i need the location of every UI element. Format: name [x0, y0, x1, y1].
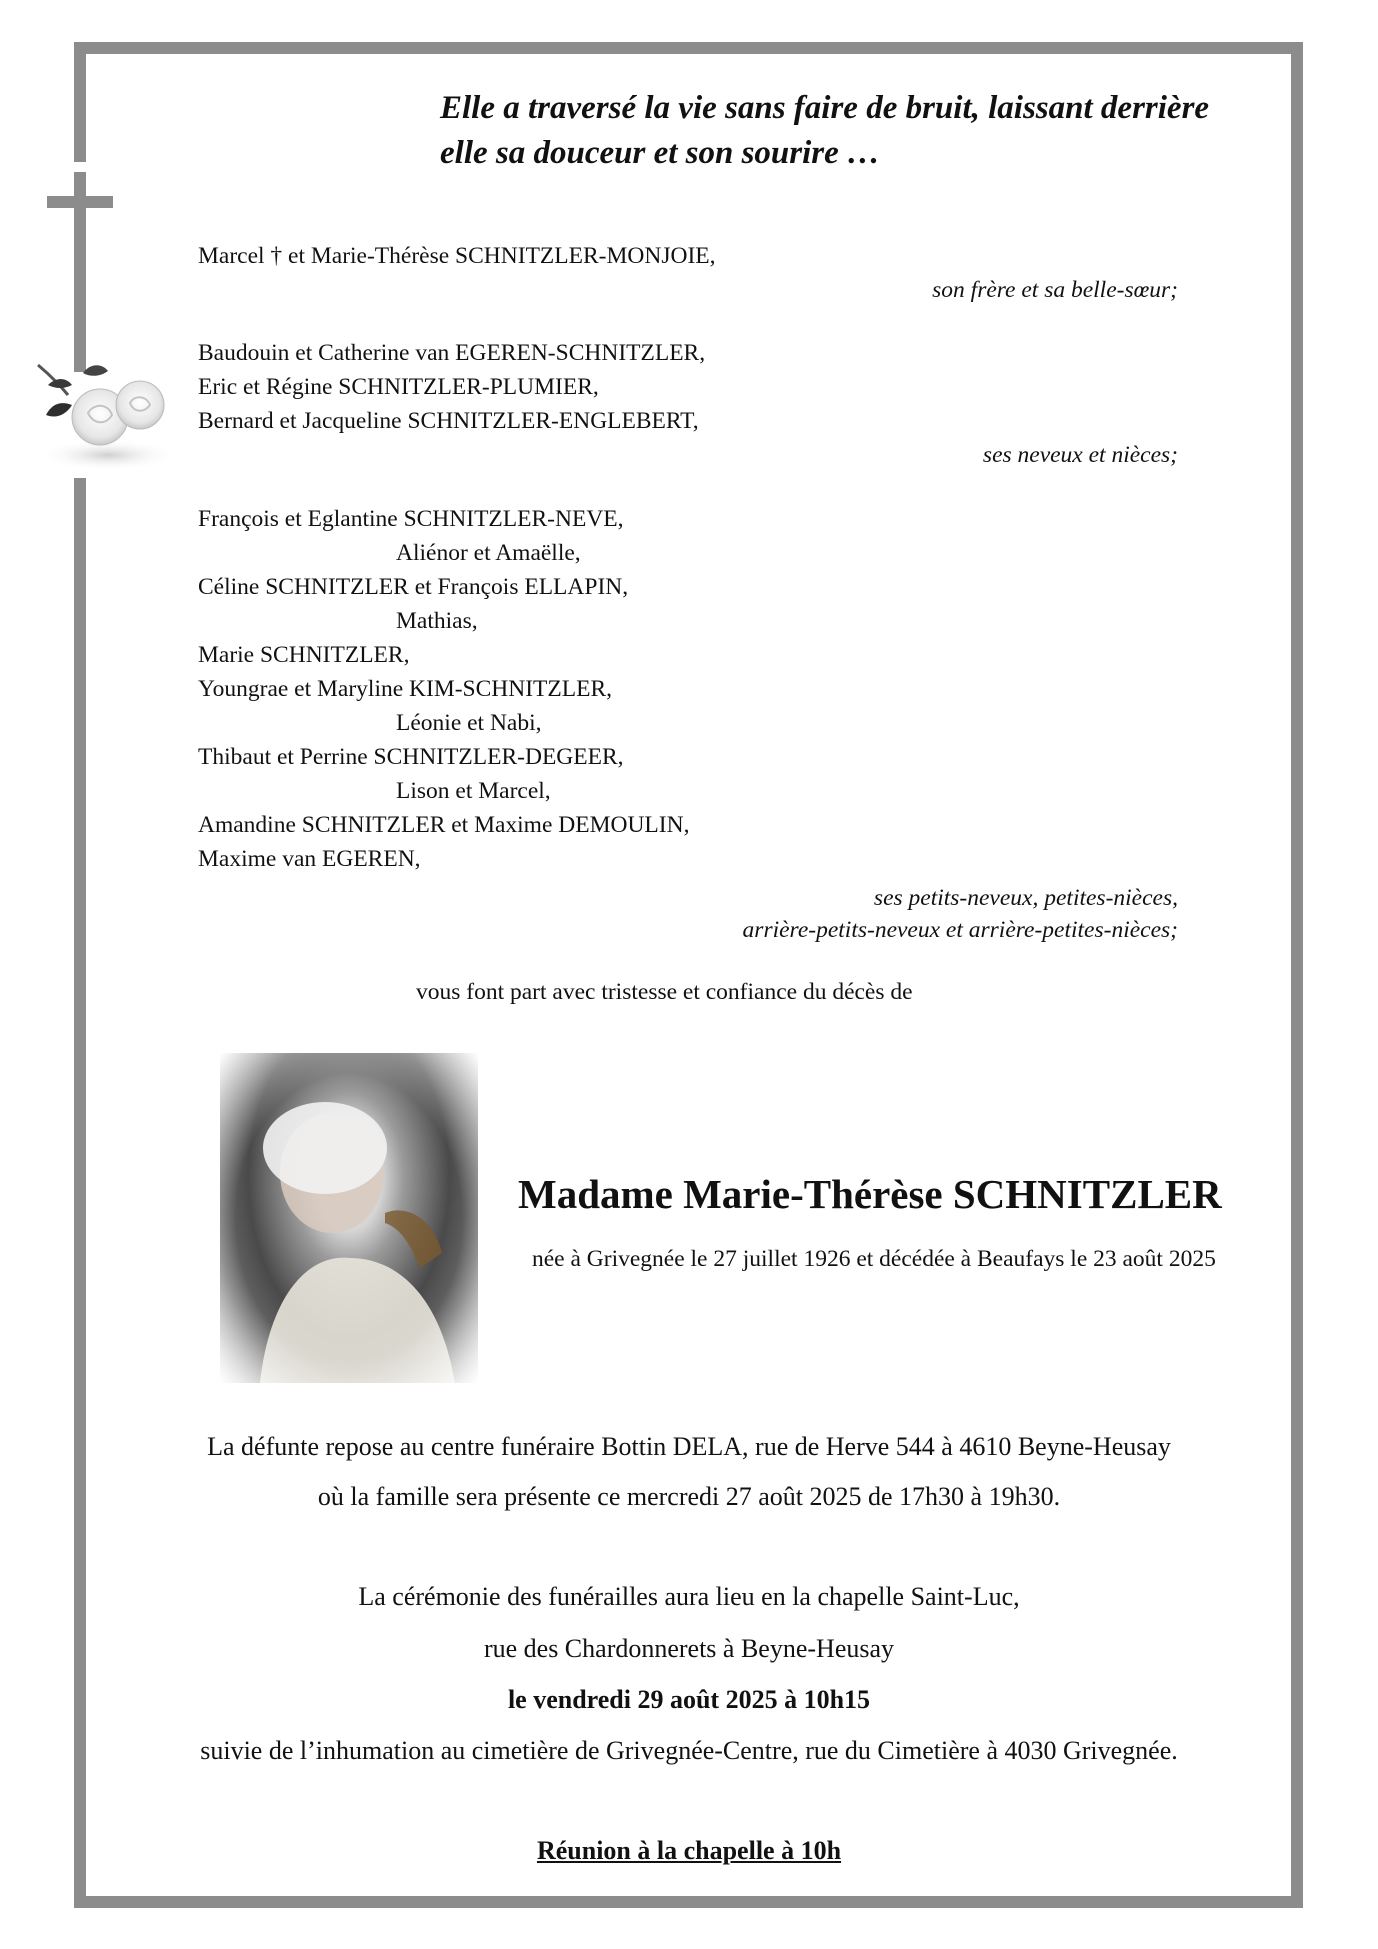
- relation-label: son frère et sa belle-sœur;: [932, 277, 1178, 303]
- relation-label: ses petits-neveux, petites-nièces,: [873, 885, 1178, 911]
- meeting-info: Réunion à la chapelle à 10h: [536, 1836, 842, 1865]
- family-line: Marie SCHNITZLER,: [198, 642, 410, 668]
- frame-right: [1291, 42, 1303, 1908]
- epigraph-quote: [440, 86, 1209, 176]
- portrait-icon: [220, 1053, 478, 1383]
- ceremony-info: La cérémonie des funérailles aura lieu en la chapelle Saint-Luc,: [358, 1582, 1020, 1611]
- visitation-info: où la famille sera présente ce mercredi 27 août 2025 de 17h30 à 19h30.: [317, 1482, 1061, 1511]
- frame-bottom: [74, 1896, 1303, 1908]
- family-line: Youngrae et Maryline KIM-SCHNITZLER,: [198, 676, 613, 702]
- family-line: Mathias,: [396, 608, 478, 634]
- quote-line-2: elle sa douceur et son sourire …: [440, 135, 881, 171]
- quote-line-1: Elle a traversé la vie sans faire de bruit, laissant derrière: [440, 90, 1210, 126]
- ceremony-address: rue des Chardonnerets à Beyne-Heusay: [483, 1634, 895, 1663]
- family-line: François et Eglantine SCHNITZLER-NEVE,: [198, 506, 624, 532]
- roses-icon: [28, 355, 178, 475]
- deceased-photo: [220, 1053, 478, 1383]
- family-line: Eric et Régine SCHNITZLER-PLUMIER,: [198, 374, 599, 400]
- repose-info: La défunte repose au centre funéraire Bottin DELA, rue de Herve 544 à 4610 Beyne-Heusay: [207, 1432, 1171, 1461]
- family-line: Léonie et Nabi,: [396, 710, 542, 736]
- announcement: vous font part avec tristesse et confiance du décès de: [416, 979, 913, 1005]
- family-line: Amandine SCHNITZLER et Maxime DEMOULIN,: [198, 812, 690, 838]
- family-line: Bernard et Jacqueline SCHNITZLER-ENGLEBERT,: [198, 408, 699, 434]
- relation-label: ses neveux et nièces;: [982, 442, 1178, 468]
- burial-info: suivie de l’inhumation au cimetière de Grivegnée-Centre, rue du Cimetière à 4030 Grivegnée.: [200, 1736, 1178, 1765]
- relation-label: arrière-petits-neveux et arrière-petites-nièces;: [742, 917, 1178, 943]
- family-line: Baudouin et Catherine van EGEREN-SCHNITZLER,: [198, 340, 706, 366]
- family-line: Thibaut et Perrine SCHNITZLER-DEGEER,: [198, 744, 624, 770]
- cross-arm: [47, 196, 113, 208]
- deceased-name: Madame Marie-Thérèse SCHNITZLER: [518, 1171, 1222, 1217]
- frame-top: [74, 42, 1303, 54]
- family-line: Aliénor et Amaëlle,: [396, 540, 581, 566]
- family-line: Lison et Marcel,: [396, 778, 551, 804]
- ceremony-date: le vendredi 29 août 2025 à 10h15: [507, 1685, 871, 1714]
- deceased-dates: née à Grivegnée le 27 juillet 1926 et décédée à Beaufays le 23 août 2025: [532, 1246, 1216, 1272]
- family-line: Maxime van EGEREN,: [198, 846, 421, 872]
- frame-left-upper: [74, 42, 86, 162]
- family-line: Céline SCHNITZLER et François ELLAPIN,: [198, 574, 629, 600]
- family-line: Marcel † et Marie-Thérèse SCHNITZLER-MONJOIE,: [198, 243, 716, 269]
